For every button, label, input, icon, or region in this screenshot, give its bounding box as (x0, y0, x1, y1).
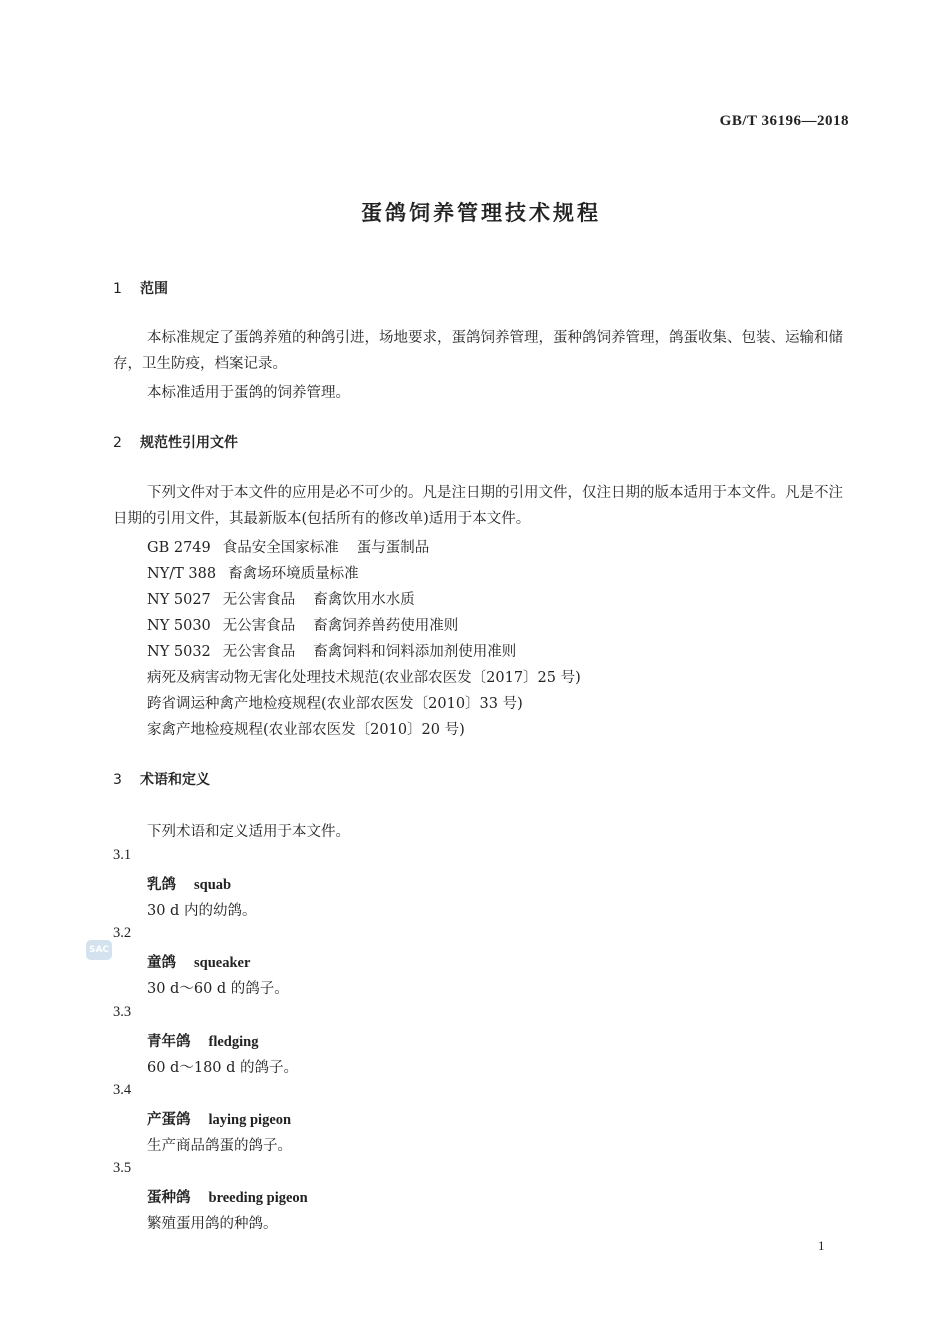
scope-paragraph-1: 本标准规定了蛋鸽养殖的种鸽引进，场地要求，蛋鸽饲养管理，蛋种鸽饲养管理，鸽蛋收集、包装、运输和储存，卫生防疫，档案记录。 (113, 330, 843, 372)
term-number: 3.2 (113, 925, 132, 941)
reference-title: 食品安全国家标准 (222, 540, 339, 556)
section-number: 1 (113, 281, 122, 297)
section-number: 2 (113, 435, 122, 451)
sac-watermark: SAC (86, 940, 112, 960)
term-chinese: 产蛋鸽 (147, 1112, 191, 1128)
reference-code: NY 5027 (147, 592, 211, 608)
normative-document: 跨省调运种禽产地检疫规程(农业部农医发〔2010〕33 号) (147, 696, 523, 712)
term-name (147, 951, 250, 972)
section-title: 范围 (140, 281, 168, 297)
section-heading-scope (113, 278, 168, 298)
standard-code: GB/T 36196—2018 (719, 113, 849, 129)
term-name (147, 1186, 308, 1207)
page-number: 1 (818, 1238, 825, 1253)
scope-paragraph-2: 本标准适用于蛋鸽的饲养管理。 (147, 385, 350, 401)
section-heading-terms (113, 769, 210, 789)
reference-subtitle: 畜禽饮用水水质 (313, 592, 415, 608)
term-chinese: 乳鸽 (147, 877, 176, 893)
reference-title: 无公害食品 (222, 592, 296, 608)
normative-document: 病死及病害动物无害化处理技术规范(农业部农医发〔2017〕25 号) (147, 670, 581, 686)
term-name (147, 1108, 291, 1129)
section-title: 规范性引用文件 (140, 435, 238, 451)
document-title: 蛋鸽饲养管理技术规程 (361, 201, 601, 225)
term-english: squab (194, 877, 232, 893)
normative-reference (147, 562, 359, 583)
reference-code: NY/T 388 (147, 566, 217, 582)
reference-code: GB 2749 (147, 540, 211, 556)
term-definition: 繁殖蛋用鸽的种鸽。 (147, 1216, 278, 1232)
section-number: 3 (113, 772, 122, 788)
normative-reference (147, 536, 429, 557)
term-chinese: 童鸽 (147, 955, 176, 971)
reference-title: 无公害食品 (222, 644, 296, 660)
term-definition: 生产商品鸽蛋的鸽子。 (147, 1138, 292, 1154)
normative-reference (147, 588, 415, 609)
normative-reference (147, 614, 458, 635)
normative-document: 家禽产地检疫规程(农业部农医发〔2010〕20 号) (147, 722, 465, 738)
reference-title: 无公害食品 (222, 618, 296, 634)
terms-intro: 下列术语和定义适用于本文件。 (147, 824, 350, 840)
term-name (147, 873, 231, 894)
reference-subtitle: 畜禽饲养兽药使用准则 (313, 618, 459, 634)
reference-code: NY 5032 (147, 644, 211, 660)
term-english: laying pigeon (208, 1112, 292, 1128)
term-chinese: 蛋种鸽 (147, 1190, 191, 1206)
section-heading-normative (113, 432, 238, 452)
reference-title: 畜禽场环境质量标准 (228, 566, 359, 582)
term-number: 3.3 (113, 1004, 132, 1020)
term-definition: 60 d～180 d 的鸽子。 (147, 1060, 299, 1076)
normative-intro: 下列文件对于本文件的应用是必不可少的。凡是注日期的引用文件，仅注日期的版本适用于本文件。凡是不注日期的引用文件，其最新版本(包括所有的修改单)适用于本文件。 (113, 485, 843, 527)
reference-code: NY 5030 (147, 618, 211, 634)
term-english: fledging (208, 1034, 259, 1050)
section-title: 术语和定义 (140, 772, 210, 788)
reference-subtitle: 畜禽饲料和饲料添加剂使用准则 (313, 644, 517, 660)
term-chinese: 青年鸽 (147, 1034, 191, 1050)
term-number: 3.5 (113, 1160, 132, 1176)
normative-reference (147, 640, 516, 661)
term-number: 3.4 (113, 1082, 132, 1098)
term-definition: 30 d 内的幼鸽。 (147, 903, 257, 919)
term-number: 3.1 (113, 847, 132, 863)
term-name (147, 1030, 258, 1051)
term-english: squeaker (194, 955, 251, 971)
term-definition: 30 d～60 d 的鸽子。 (147, 981, 289, 997)
term-english: breeding pigeon (208, 1190, 308, 1206)
reference-subtitle: 蛋与蛋制品 (356, 540, 430, 556)
